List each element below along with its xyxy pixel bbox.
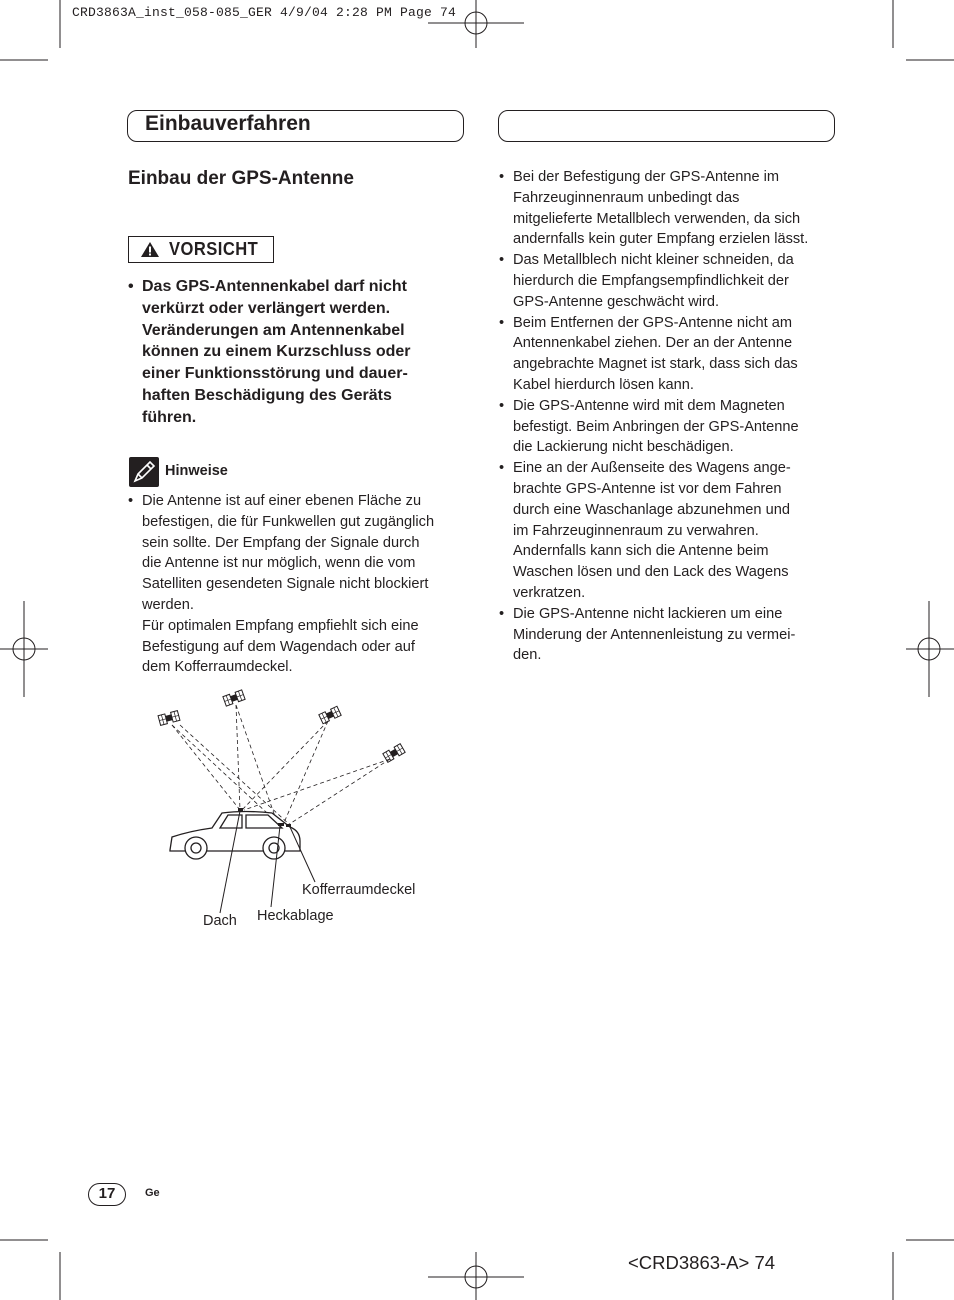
header-box-right <box>498 110 835 142</box>
list-item: • Die GPS-Antenne wird mit dem Magneten befestigt. Beim Anbringen der GPS-Antenne die Lackierung nicht beschädigen. <box>499 396 837 458</box>
note-line: angebrachte Magnet ist stark, dass sich das <box>513 356 798 373</box>
note-line: befestigt. Beim Anbringen der GPS-Antenne <box>513 418 799 435</box>
satellite-icon <box>319 706 341 724</box>
notes-title: Hinweise <box>165 463 228 479</box>
caution-label: VORSICHT <box>169 239 259 259</box>
note-line: Bei der Befestigung der GPS-Antenne im <box>513 169 780 185</box>
note-line: Eine an der Außenseite des Wagens ange- <box>513 460 791 477</box>
warning-icon <box>140 241 160 258</box>
list-item: • Bei der Befestigung der GPS-Antenne im Fahrzeuginnenraum unbedingt das mitgelieferte Metallblech verwenden, da sich andernfalls kein guter Empfang erzielen lässt. <box>499 167 837 250</box>
caution-line: führen. <box>142 408 197 426</box>
list-item: • Das Metallblech nicht kleiner schneiden, da hierdurch die Empfangsempfindlichkeit der GPS-Antenne geschwächt wird. <box>499 250 837 312</box>
notes-line: werden. <box>142 596 194 613</box>
language-code: Ge <box>145 1187 160 1199</box>
caution-box <box>128 236 274 263</box>
notes-text <box>128 491 463 678</box>
note-line: im Fahrzeuginnenraum zu verwahren. <box>513 522 759 539</box>
notes-line: Befestigung auf dem Wagendach oder auf <box>142 638 415 655</box>
note-line: Fahrzeuginnenraum unbedingt das <box>513 189 740 206</box>
note-line: verkratzen. <box>513 584 586 601</box>
list-item: • Eine an der Außenseite des Wagens ange- brachte GPS-Antenne ist vor dem Fahren durch eine Waschanlage abzunehmen und im Fahrzeuginnenraum zu verwahren. Andernfalls kann sich die Antenne beim Waschen lösen und den Lack des Wagens verkratzen. <box>499 458 837 604</box>
note-line: Die GPS-Antenne wird mit dem Magneten <box>513 397 785 414</box>
note-line: brachte GPS-Antenne ist vor dem Fahren <box>513 480 782 497</box>
note-line: durch eine Waschanlage abzunehmen und <box>513 501 790 518</box>
caution-line: haften Beschädigung des Geräts <box>142 386 392 404</box>
note-line: Das Metallblech nicht kleiner schneiden, da <box>513 252 794 269</box>
note-line: GPS-Antenne geschwächt wird. <box>513 293 720 310</box>
note-line: Antennenkabel ziehen. Der an der Antenne <box>513 335 793 352</box>
caution-line: verkürzt oder verlängert werden. <box>142 299 391 317</box>
satellite-icon <box>383 744 405 763</box>
note-line: andernfalls kein guter Empfang erzielen lässt. <box>513 231 809 248</box>
caution-line: Veränderungen am Antennenkabel <box>142 321 405 339</box>
caution-line: einer Funktionsstörung und dauer- <box>142 365 408 383</box>
notes-line: Für optimalen Empfang empfiehlt sich eine <box>142 617 419 634</box>
note-line: Beim Entfernen der GPS-Antenne nicht am <box>513 314 793 331</box>
label-heckablage: Heckablage <box>257 908 334 924</box>
page-number: 17 <box>88 1183 126 1206</box>
label-dach: Dach <box>203 913 237 929</box>
print-slug: CRD3863A_inst_058-085_GER 4/9/04 2:28 PM Page 74 <box>72 5 457 20</box>
notes-line: dem Kofferraumdeckel. <box>142 659 293 676</box>
caution-line: können zu einem Kurzschluss oder <box>142 343 411 361</box>
notes-line: Satelliten gesendeten Signale nicht blockiert <box>142 576 429 593</box>
note-line: mitgelieferte Metallblech verwenden, da sich <box>513 210 801 227</box>
note-line: Waschen lösen und den Lack des Wagens <box>513 564 789 581</box>
note-line: hierdurch die Empfangsempfindlichkeit der <box>513 272 789 289</box>
satellite-icon <box>158 711 180 726</box>
label-kofferraumdeckel: Kofferraumdeckel <box>302 882 416 898</box>
notes-line: sein sollte. Der Empfang der Signale durch <box>142 534 420 551</box>
satellite-icon <box>223 690 245 706</box>
right-column-notes <box>499 167 837 666</box>
note-line: Minderung der Antennenleistung zu vermei- <box>513 626 796 643</box>
note-line: den. <box>513 647 542 664</box>
list-item: • Beim Entfernen der GPS-Antenne nicht am Antennenkabel ziehen. Der an der Antenne angebrachte Magnet ist stark, dass sich das Kabel hierdurch lösen kann. <box>499 313 837 396</box>
note-line: Andernfalls kann sich die Antenne beim <box>513 543 769 560</box>
note-pencil-icon <box>129 457 159 487</box>
note-line: Die GPS-Antenne nicht lackieren um eine <box>513 605 783 622</box>
notes-line: Die Antenne ist auf einer ebenen Fläche zu <box>142 493 422 509</box>
note-line: Kabel hierdurch lösen kann. <box>513 376 694 393</box>
notes-line: die Antenne ist nur möglich, wenn die vom <box>142 555 416 572</box>
note-line: die Lackierung nicht beschädigen. <box>513 439 734 456</box>
chapter-title: Einbauverfahren <box>145 112 311 135</box>
list-item: • Die GPS-Antenne nicht lackieren um eine Minderung der Antennenleistung zu vermei- den. <box>499 604 837 666</box>
notes-line: befestigen, die für Funkwellen gut zugänglich <box>142 513 435 530</box>
section-title: Einbau der GPS-Antenne <box>128 168 354 189</box>
caution-text: • Das GPS-Antennenkabel darf nicht verkürzt oder verlängert werden. Veränderungen am Antennenkabel können zu einem Kurzschluss oder einer Funktionsstörung und dauer- haften Beschädigung des Geräts führen. <box>128 276 453 429</box>
document-code: <CRD3863-A> 74 <box>628 1252 776 1273</box>
caution-line: Das GPS-Antennenkabel darf nicht <box>142 278 407 295</box>
list-item: • Die Antenne ist auf einer ebenen Fläche zu befestigen, die für Funkwellen gut zugänglich sein sollte. Der Empfang der Signale durch die Antenne ist nur möglich, wenn die vom Satelliten gesendeten Signale nicht blockiert werden. Für optimalen Empfang empfiehlt sich eine Befestigung auf dem Wagendach oder auf dem Kofferraumdeckel. <box>128 491 463 678</box>
